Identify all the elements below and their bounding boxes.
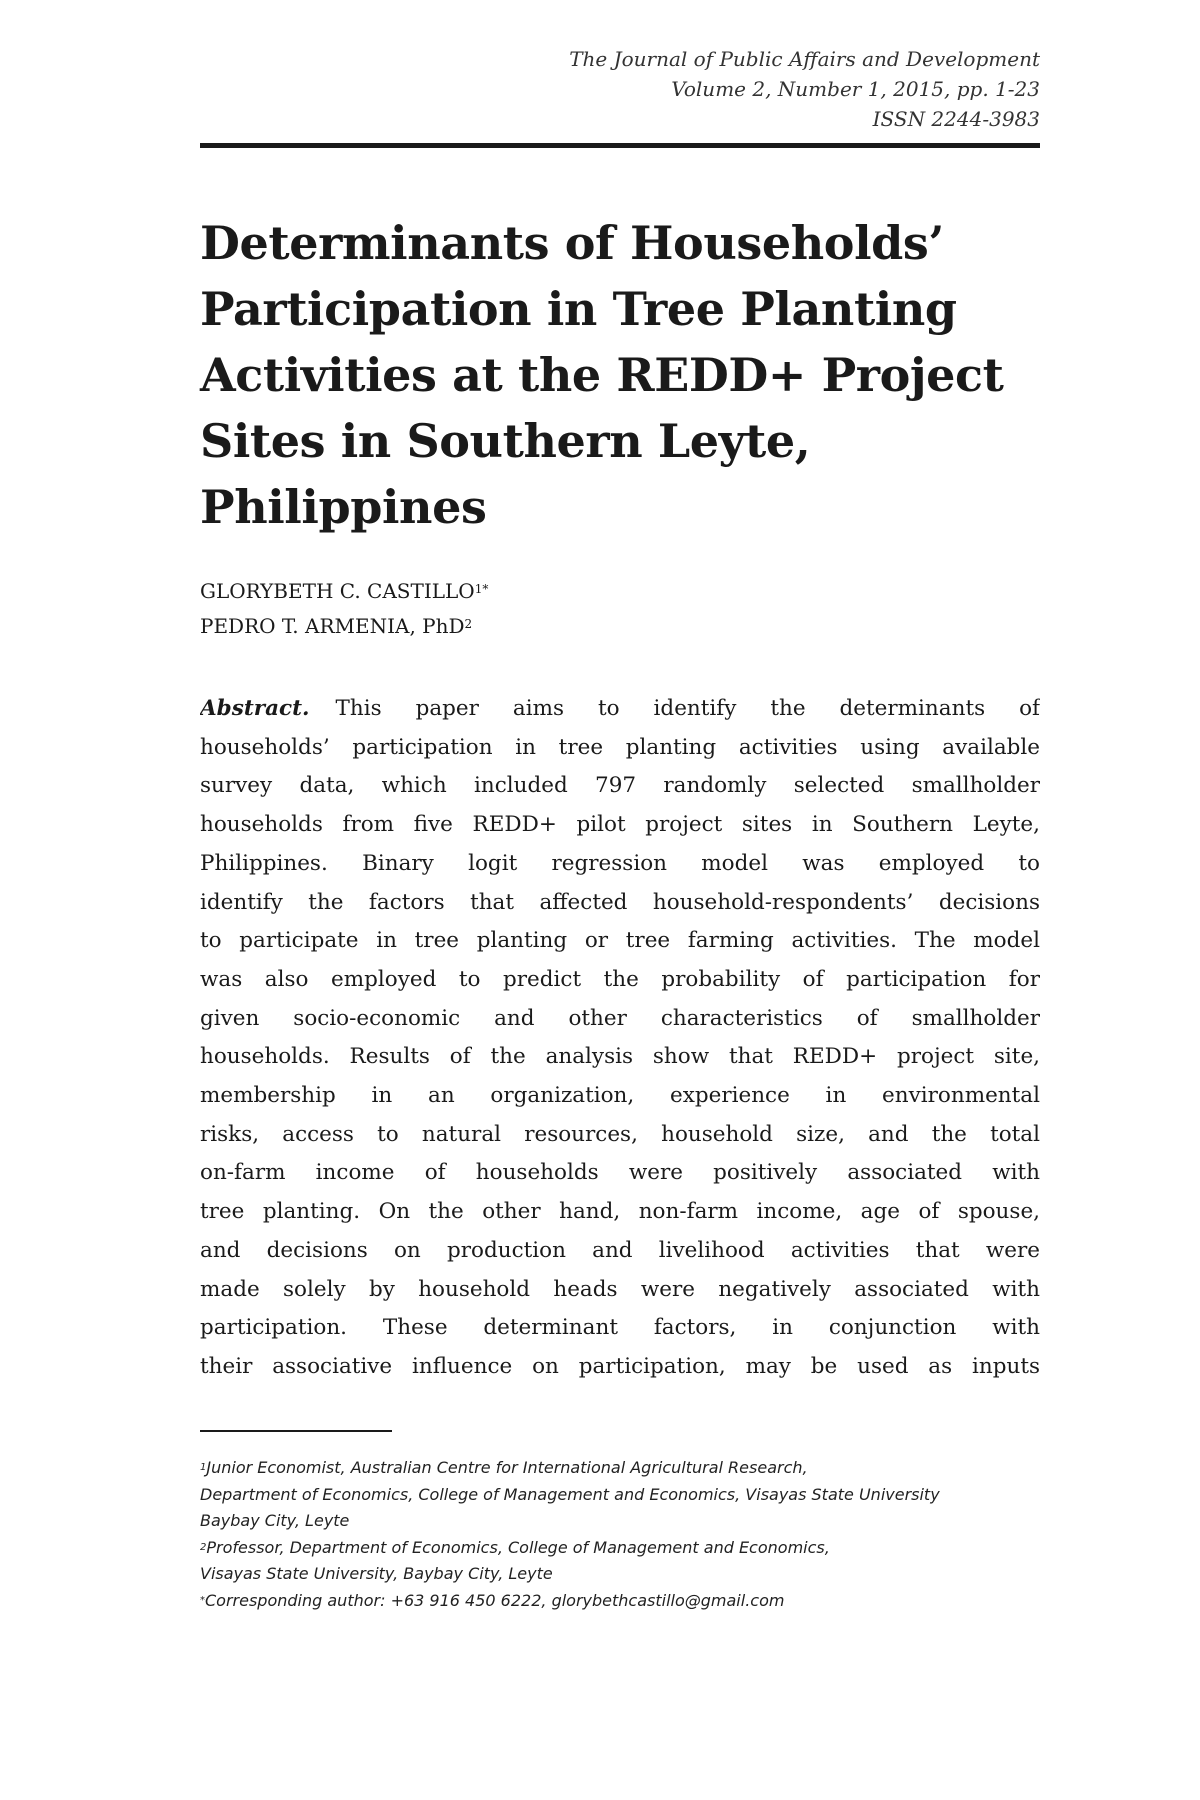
author-list (200, 574, 1040, 644)
abstract-line: households. Results of the analysis show that REDD+ project site, (200, 1044, 1040, 1070)
footnote-line (200, 1455, 1040, 1482)
footnote-mark: * (200, 1594, 205, 1606)
footnote-text: Junior Economist, Australian Centre for International Agricultural Research, (206, 1458, 808, 1477)
footnotes (200, 1455, 1040, 1614)
abstract-line: tree planting. On the other hand, non-farm income, age of spouse, (200, 1199, 1040, 1225)
paper-title (200, 210, 1040, 540)
paper-page (200, 0, 1040, 1800)
author-name: GLORYBETH C. CASTILLO (200, 579, 475, 603)
footnote-mark: 1 (200, 1462, 207, 1473)
abstract-line: survey data, which included 797 randomly selected smallholder (200, 773, 1040, 799)
author (200, 574, 1040, 609)
author-affiliation-mark: 1* (474, 582, 489, 596)
abstract-line: was also employed to predict the probability of participation for (200, 966, 1040, 992)
title-line: Determinants of Households’ (200, 216, 945, 270)
abstract-line: households’ participation in tree planting activities using available (200, 734, 1040, 760)
footnote-line: Visayas State University, Baybay City, Leyte (200, 1564, 553, 1583)
abstract-line: to participate in tree planting or tree farming activities. The model (200, 928, 1040, 954)
abstract-line: identify the factors that affected household-respondents’ decisions (200, 889, 1040, 915)
footnote-divider (200, 1430, 392, 1432)
journal-volume: Volume 2, Number 1, 2015, pp. 1-23 (671, 77, 1040, 101)
abstract-line: households from five REDD+ pilot project sites in Southern Leyte, (200, 812, 1040, 838)
abstract-line: their associative influence on participation, may be used as inputs (200, 1353, 1040, 1379)
footnote-text: Professor, Department of Economics, College of Management and Economics, (206, 1537, 830, 1557)
abstract-line: made solely by household heads were negatively associated with (200, 1276, 1040, 1302)
abstract-line: given socio-economic and other characteristics of smallholder (200, 1005, 1040, 1031)
abstract-line (200, 690, 1040, 729)
journal-issn: ISSN 2244-3983 (872, 107, 1040, 131)
journal-header (200, 44, 1040, 134)
footnote-text: Corresponding author: +63 916 450 6222, glorybethcastillo@gmail.com (205, 1590, 785, 1610)
header-divider (200, 143, 1040, 148)
title-line: Sites in Southern Leyte, (200, 414, 811, 468)
footnote-line (200, 1588, 1040, 1615)
author-name: PEDRO T. ARMENIA, PhD (200, 614, 465, 638)
footnote-line (200, 1535, 1040, 1562)
footnote-mark: 2 (200, 1541, 207, 1553)
footnote-line: Department of Economics, College of Management and Economics, Visayas State University (200, 1484, 940, 1504)
journal-name: The Journal of Public Affairs and Development (569, 47, 1040, 71)
title-line: Philippines (200, 480, 487, 534)
footnote-line: Baybay City, Leyte (200, 1511, 350, 1530)
abstract-line: risks, access to natural resources, household size, and the total (200, 1121, 1040, 1147)
abstract-label: Abstract. (200, 696, 310, 721)
abstract-line: on-farm income of households were positively associated with (200, 1160, 1040, 1186)
abstract-line: Philippines. Binary logit regression model was employed to (200, 850, 1040, 876)
abstract-line: participation. These determinant factors, in conjunction with (200, 1315, 1040, 1341)
abstract-line: membership in an organization, experience in environmental (200, 1083, 1040, 1109)
abstract-text: This paper aims to identify the determinants of (335, 696, 1040, 721)
title-line: Activities at the REDD+ Project (200, 348, 1004, 402)
author-affiliation-mark: 2 (464, 617, 473, 631)
author (200, 609, 1040, 644)
abstract (200, 690, 1040, 1387)
abstract-line: and decisions on production and livelihood activities that were (200, 1237, 1040, 1263)
title-line: Participation in Tree Planting (200, 282, 957, 336)
